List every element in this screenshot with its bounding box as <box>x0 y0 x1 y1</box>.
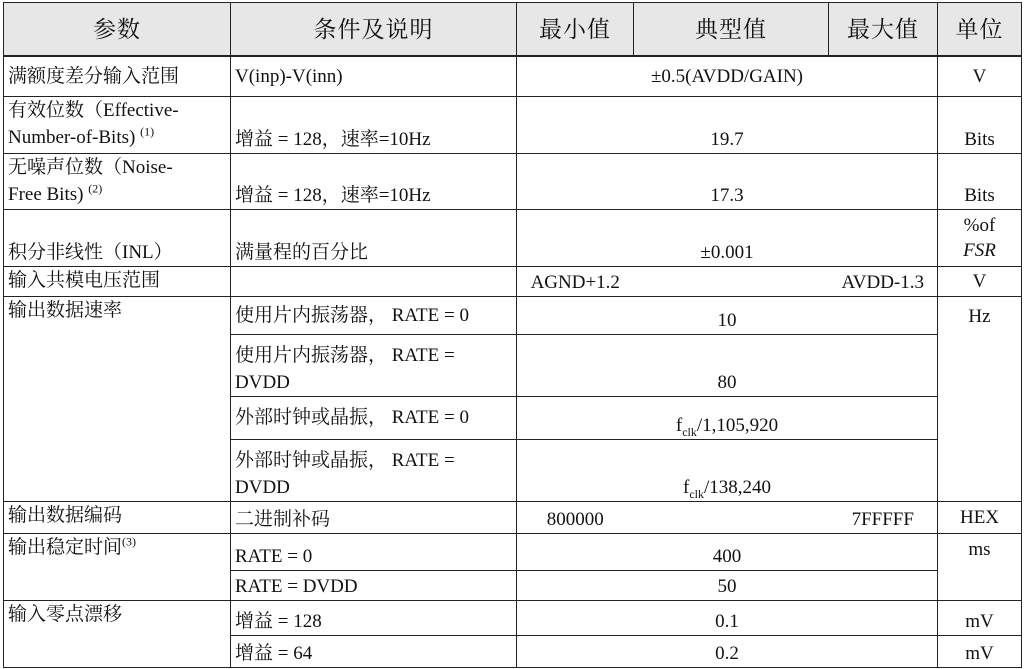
unit-offset-1: mV <box>938 600 1022 635</box>
table-row <box>4 297 1022 334</box>
val-offset-2: 0.2 <box>517 635 938 667</box>
param-data-rate: 输出数据速率 <box>4 297 231 502</box>
param-offset-drift: 输入零点漂移 <box>4 600 231 667</box>
unit-data-rate: Hz <box>938 297 1022 502</box>
unit-cm-range: V <box>938 267 1022 297</box>
param-nfb <box>4 153 231 209</box>
param-settling-label: 输出稳定时间 <box>8 537 123 559</box>
typ-fullscale: ±0.5(AVDD/GAIN) <box>517 56 938 96</box>
param-settling <box>4 534 231 600</box>
header-max: 最大值 <box>829 3 938 57</box>
unit-coding: HEX <box>938 502 1022 534</box>
header-row <box>4 3 1022 57</box>
header-condition: 条件及说明 <box>231 3 517 57</box>
cond-rate-2-line1: 使用片内振荡器， RATE = <box>235 344 455 366</box>
val-rate-2: 80 <box>517 334 938 396</box>
table-row <box>4 96 1022 153</box>
cond-rate-4-line1: 外部时钟或晶振， RATE = <box>235 450 455 472</box>
cond-coding: 二进制补码 <box>231 502 517 534</box>
cond-rate-3: 外部时钟或晶振， RATE = 0 <box>231 396 517 439</box>
spec-table <box>3 2 1022 668</box>
max-cm-range: AVDD-1.3 <box>829 267 938 297</box>
unit-inl-line2: FSR <box>963 240 996 262</box>
cond-rate-2 <box>231 334 517 396</box>
param-enob-line2: Number-of-Bits) <box>8 126 136 148</box>
val-settling-1: 400 <box>517 534 938 570</box>
param-cm-range: 输入共模电压范围 <box>4 267 231 297</box>
val-rate-4-f: f <box>682 477 690 499</box>
val-rate-3-f: f <box>675 414 683 436</box>
val-offset-1: 0.1 <box>517 600 938 635</box>
val-rate-1: 10 <box>517 297 938 334</box>
header-param: 参数 <box>4 3 231 57</box>
header-typ: 典型值 <box>634 3 829 57</box>
unit-inl-line1: %of <box>963 215 996 237</box>
cond-rate-2-line2: DVDD <box>235 371 290 393</box>
val-rate-3-sub: clk <box>682 424 697 439</box>
table-header <box>4 3 1022 57</box>
val-rate-4-rest: /138,240 <box>703 477 772 499</box>
cond-settling-2: RATE = DVDD <box>231 570 517 600</box>
footnote-2: (2) <box>88 181 103 196</box>
min-coding: 800000 <box>517 502 634 534</box>
param-nfb-line1: 无噪声位数（Noise- <box>8 156 173 178</box>
cond-settling-1: RATE = 0 <box>231 534 517 570</box>
param-coding: 输出数据编码 <box>4 502 231 534</box>
footnote-1: (1) <box>140 124 155 139</box>
cond-fullscale: V(inp)-V(inn) <box>231 56 517 96</box>
cond-rate-1: 使用片内振荡器， RATE = 0 <box>231 297 517 334</box>
max-coding: 7FFFFF <box>829 502 938 534</box>
table-row <box>4 600 1022 635</box>
unit-enob: Bits <box>938 96 1022 153</box>
unit-settling: ms <box>938 534 1022 600</box>
param-enob-line1: 有效位数（Effective- <box>8 99 179 121</box>
val-rate-4 <box>517 439 938 501</box>
header-unit: 单位 <box>938 3 1022 57</box>
table-row <box>4 502 1022 534</box>
val-rate-4-sub: clk <box>689 487 704 502</box>
table-row <box>4 534 1022 570</box>
header-min: 最小值 <box>517 3 634 57</box>
cond-offset-2: 增益 = 64 <box>231 635 517 667</box>
typ-cm-range-empty <box>634 267 829 297</box>
footnote-3: (3) <box>122 535 137 550</box>
unit-inl <box>938 210 1022 267</box>
table-row <box>4 56 1022 96</box>
table-row <box>4 210 1022 267</box>
val-rate-3 <box>517 396 938 439</box>
param-inl: 积分非线性（INL） <box>4 210 231 267</box>
unit-fullscale: V <box>938 56 1022 96</box>
table-row <box>4 267 1022 297</box>
param-enob <box>4 96 231 153</box>
min-cm-range: AGND+1.2 <box>517 267 634 297</box>
cond-rate-4-line2: DVDD <box>235 477 290 499</box>
typ-inl: ±0.001 <box>517 210 938 267</box>
cond-enob: 增益 = 128，速率=10Hz <box>231 96 517 153</box>
val-settling-2: 50 <box>517 570 938 600</box>
cond-cm-range <box>231 267 517 297</box>
table-row <box>4 153 1022 209</box>
cond-offset-1: 增益 = 128 <box>231 600 517 635</box>
typ-enob: 19.7 <box>517 96 938 153</box>
unit-offset-2: mV <box>938 635 1022 667</box>
cond-inl: 满量程的百分比 <box>231 210 517 267</box>
cond-rate-4 <box>231 439 517 501</box>
typ-coding-empty <box>634 502 829 534</box>
val-rate-3-rest: /1,105,920 <box>696 414 779 436</box>
cond-nfb: 增益 = 128，速率=10Hz <box>231 153 517 209</box>
param-fullscale: 满额度差分输入范围 <box>4 56 231 96</box>
typ-nfb: 17.3 <box>517 153 938 209</box>
unit-nfb: Bits <box>938 153 1022 209</box>
param-nfb-line2: Free Bits) <box>8 183 84 205</box>
